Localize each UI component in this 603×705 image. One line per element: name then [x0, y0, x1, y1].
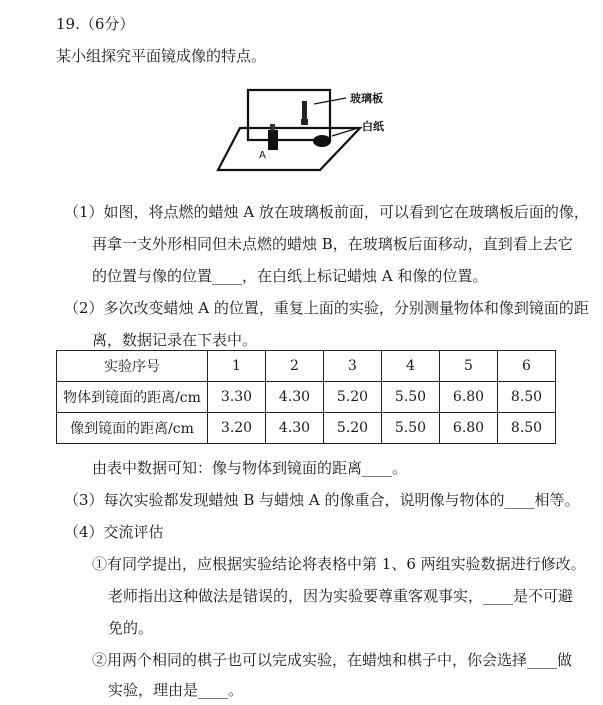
part1-line2: 再拿一支外形相同但未点燃的蜡烛 B，在玻璃板后面移动，直到看上去它 — [92, 235, 573, 253]
table-cell: 6.80 — [440, 382, 498, 413]
table-cell: 8.50 — [498, 413, 556, 444]
label-glass: 玻璃板 — [350, 92, 383, 105]
table-cell: 4.30 — [266, 382, 324, 413]
part4-title: （4）交流评估 — [64, 523, 164, 541]
part4-item1-line2: 老师指出这种做法是错误的，因为实验要尊重客观事实，____是不可避 — [108, 587, 574, 605]
question-header: 19.（6分） — [56, 15, 135, 33]
part2-line1: （2）多次改变蜡烛 A 的位置，重复上面的实验，分别测量物体和像到镜面的距 — [64, 299, 589, 317]
part2-line2: 离，数据记录在下表中。 — [92, 331, 258, 349]
table-cell: 3.30 — [208, 382, 266, 413]
table-cell: 5.50 — [382, 413, 440, 444]
experiment-figure — [210, 78, 430, 178]
row-label-object: 物体到镜面的距离/cm — [57, 382, 208, 413]
question-intro: 某小组探究平面镜成像的特点。 — [56, 47, 267, 65]
table-row — [57, 413, 556, 444]
label-paper: 白纸 — [362, 120, 384, 133]
part4-item2-line2: 实验，理由是____。 — [108, 681, 244, 699]
part4-item1-line1: ①有同学提出，应根据实验结论将表格中第 1、6 两组实验数据进行修改。 — [92, 555, 586, 573]
table-header-row — [57, 351, 556, 382]
table-col-header: 2 — [266, 351, 324, 382]
part4-item2-line1: ②用两个相同的棋子也可以完成实验，在蜡烛和棋子中，你会选择____做 — [92, 651, 573, 669]
table-cell: 5.20 — [324, 413, 382, 444]
candle-image — [302, 101, 307, 119]
table-cell: 8.50 — [498, 382, 556, 413]
part3-line: （3）每次实验都发现蜡烛 B 与蜡烛 A 的像重合，说明像与物体的____相等。 — [64, 491, 580, 509]
row-label-image: 像到镜面的距离/cm — [57, 413, 208, 444]
table-col-header: 1 — [208, 351, 266, 382]
glass-plate — [248, 90, 330, 140]
table-header-label: 实验序号 — [57, 351, 208, 382]
table-row — [57, 382, 556, 413]
data-table — [56, 350, 556, 444]
part1-line3: 的位置与像的位置____，在白纸上标记蜡烛 A 和像的位置。 — [92, 267, 488, 285]
table-col-header: 3 — [324, 351, 382, 382]
table-cell: 5.20 — [324, 382, 382, 413]
table-col-header: 4 — [382, 351, 440, 382]
table-col-header: 5 — [440, 351, 498, 382]
table-cell: 4.30 — [266, 413, 324, 444]
table-cell: 3.20 — [208, 413, 266, 444]
table-cell: 5.50 — [382, 382, 440, 413]
part4-item1-line3: 免的。 — [108, 619, 154, 637]
label-candle-a: A — [259, 150, 266, 161]
part1-line1: （1）如图，将点燃的蜡烛 A 放在玻璃板前面，可以看到它在玻璃板后面的像， — [64, 203, 589, 221]
table-col-header: 6 — [498, 351, 556, 382]
conclusion-line: 由表中数据可知：像与物体到镜面的距离____。 — [92, 459, 408, 477]
candle-a — [268, 130, 278, 150]
table-cell: 6.80 — [440, 413, 498, 444]
